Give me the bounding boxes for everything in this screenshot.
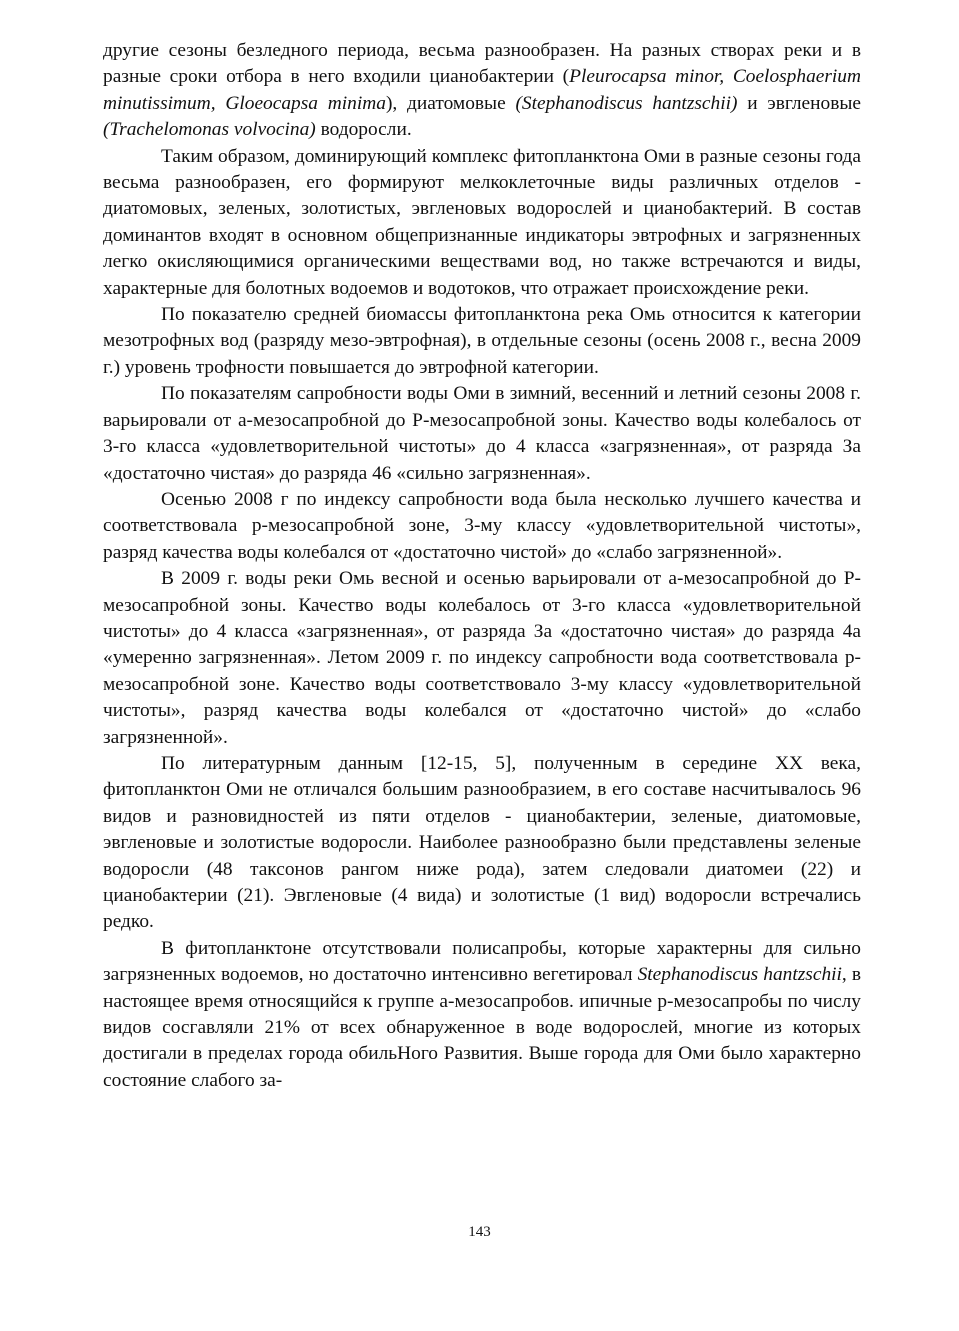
italic-species-name: (Trachelomonas volvocina) <box>103 119 316 141</box>
text-paragraph <box>103 751 861 936</box>
paragraph-list <box>103 38 861 1094</box>
text-paragraph <box>103 487 861 566</box>
text-run: ), диатомовые <box>385 92 516 114</box>
italic-species-name: Pleurocapsa minor, Coelosphaerium minutissimum, Gloeocapsa minima <box>103 66 862 114</box>
text-paragraph <box>103 566 861 751</box>
text-paragraph <box>103 38 861 144</box>
text-run: водоросли. <box>315 119 412 141</box>
text-paragraph <box>103 302 861 381</box>
text-run: и эвгленовые <box>737 92 861 114</box>
text-paragraph <box>103 936 861 1094</box>
text-run: , в настоящее время относящийся к группе а-мезосапробов. ипичные р-мезосапробы по числу видов сосгавляли 21% от всех обнаруженное в воде водорослей, многие из которых достигали в пределах города обильНого Развития. Выше города для Оми было характерно состояние слабого за- <box>103 964 861 1091</box>
italic-species-name: (Stephanodiscus hantzschii) <box>515 92 738 114</box>
page-number: 143 <box>468 1224 491 1240</box>
text-run: В 2009 г. воды реки Омь весной и осенью варьировали от а-мезосапробной до Р-мезосапробной зоны. Качество воды колебалось от 3-го класса «удовлетворительной чистоты» до 4 класса «загрязненная», от разряда За «достаточно чистая» до разряда 4а «умеренно загрязненная». Летом 2009 г. по индексу сапробности вода соответствовала р-мезосапробной зоне. Качество воды соответствовало 3-му классу «удовлетворительной чистоты», разряд качества воды колебался от «достаточно чистой» до «слабо загрязненной». <box>103 568 861 748</box>
italic-species-name: Stephanodiscus hantzschii <box>637 964 842 986</box>
page-body <box>103 38 861 1094</box>
text-run: Таким образом, доминирующий комплекс фитопланктона Оми в разные сезоны года весьма разнообразен, его формируют мелкоклеточные виды различных отделов - диатомовых, зеленых, золотистых, эвгленовых водорослей и цианобактерий. В состав доминантов входят в основном общепризнанные индикаторы эвтрофных и загрязненных легко окисляющимися органическими веществами вод, но также встречаются и виды, характерные для болотных водоемов и водотоков, что отражает происхождение реки. <box>103 145 861 299</box>
text-run: По показателю средней биомассы фитопланктона река Омь относится к категории мезотрофных вод (разряду мезо-эвтрофная), в отдельные сезоны (осень 2008 г., весна 2009 г.) уровень трофности повышается до эвтрофной категории. <box>103 304 861 378</box>
text-run: В фитопланктоне отсутствовали полисапробы, которые характерны для сильно загрязненных водоемов, но достаточно интенсивно вегетировал <box>103 937 861 986</box>
text-run: другие сезоны безледного периода, весьма разнообразен. На разных створах реки и в разные сроки отбора в него входили цианобактерии ( <box>103 40 861 88</box>
text-paragraph <box>103 381 861 487</box>
text-run: По литературным данным [12-15, 5], полученным в середине XX века, фитопланктон Оми не отличался большим разнообразием, в его составе насчитывалось 96 видов и разновидностей из пяти отделов - цианобактерии, зеленые, диатомовые, эвгленовые и золотистые водоросли. Наиболее разнообразно были представлены зеленые водоросли (48 таксонов рангом ниже рода), затем следовали диатомеи (22) и цианобактерии (21). Эвгленовые (4 вида) и золотистые (1 вид) водоросли встречались редко. <box>103 752 861 933</box>
text-run: Осенью 2008 г по индексу сапробности вода была несколько лучшего качества и соответствовала р-мезосапробной зоне, 3-му классу «удовлетворительной чистоты», разряд качества воды колебался от «достаточно чистой» до «слабо загрязненной». <box>103 488 861 563</box>
text-run: По показателям сапробности воды Оми в зимний, весенний и летний сезоны 2008 г. варьировали от а-мезосапробной до Р-мезосапробной зоны. Качество воды колебалось от 3-го класса «удовлетворительной чистоты» до 4 класса «загрязненная», от разряда За «достаточно чистая» до разряда 46 «сильно загрязненная». <box>103 383 861 484</box>
text-paragraph <box>103 144 861 302</box>
